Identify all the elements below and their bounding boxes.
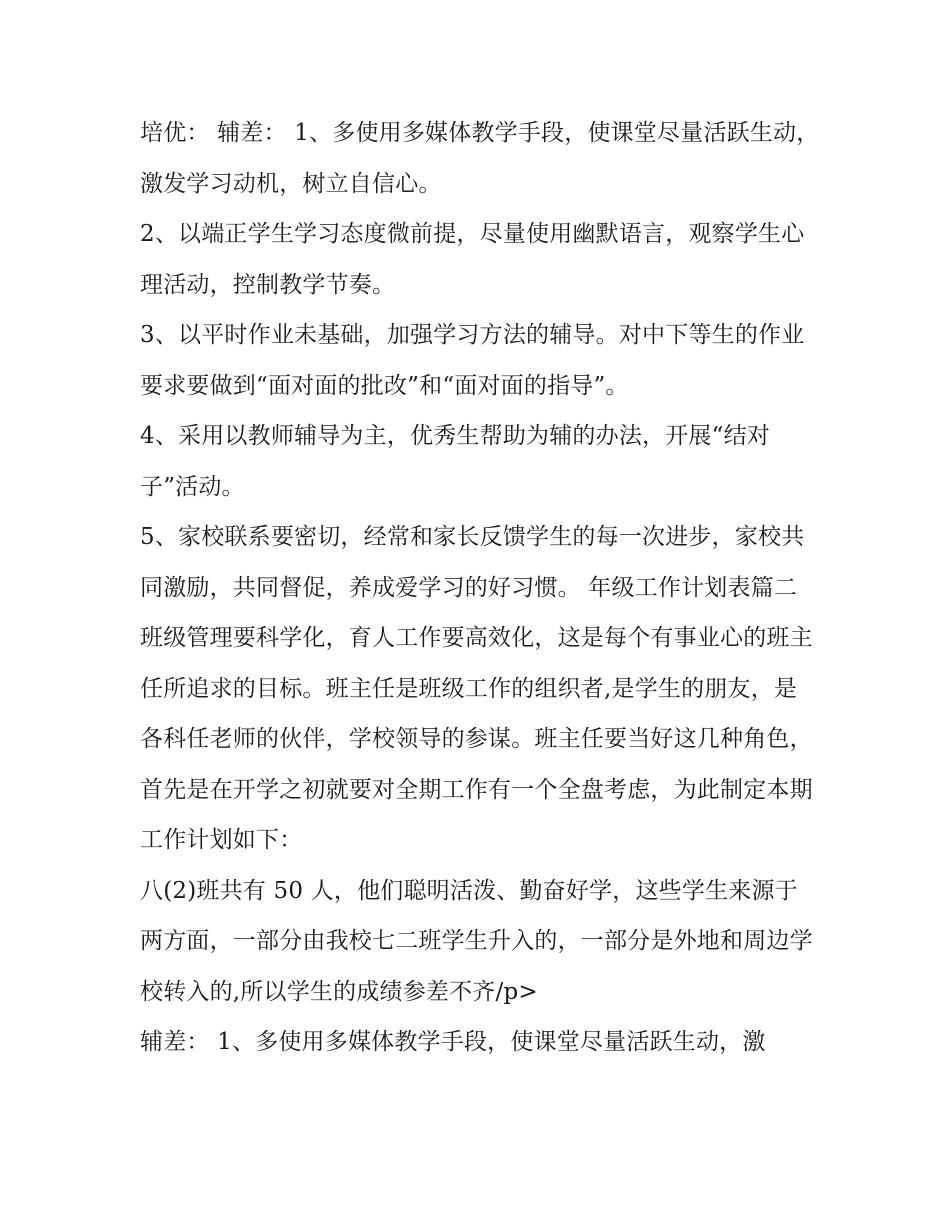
paragraph-tutoring-repeat: 辅差： 1、多使用多媒体教学手段，使课堂尽量活跃生动，激: [140, 1029, 766, 1055]
paragraph-item-5: 5、家校联系要密切，经常和家长反馈学生的每一次进步，家校共同激励，共同督促，养成爱学习的好习惯。 年级工作计划表篇二: [140, 524, 805, 601]
paragraph-tutoring-intro: 培优： 辅差： 1、多使用多媒体教学手段，使课堂尽量活跃生动，激发学习动机，树立自信心。: [140, 120, 820, 197]
paragraph-class-overview: 八(2)班共有 50 人，他们聪明活泼、勤奋好学，这些学生来源于两方面，一部分由我校七二班学生升入的，一部分是外地和周边学校转入的,所以学生的成绩参差不齐/p>: [140, 877, 813, 1005]
paragraph-class-management: 班级管理要科学化，育人工作要高效化，这是每个有事业心的班主任所追求的目标。班主任是班级工作的组织者,是学生的朋友，是各科任老师的伙伴，学校领导的参谋。班主任要当好这几种角色，首先是在开学之初就要对全期工作有一个全盘考虑，为此制定本期工作计划如下：: [140, 625, 813, 853]
paragraph-item-2: 2、以端正学生学习态度微前提，尽量使用幽默语言，观察学生心理活动，控制教学节奏。: [140, 221, 805, 298]
paragraph-item-3: 3、以平时作业未基础，加强学习方法的辅导。对中下等生的作业要求要做到“面对面的批改”和“面对面的指导”。: [140, 322, 805, 399]
paragraph-item-4: 4、采用以教师辅导为主，优秀生帮助为辅的办法，开展“结对子”活动。: [140, 423, 770, 500]
document-body: [140, 108, 820, 1068]
